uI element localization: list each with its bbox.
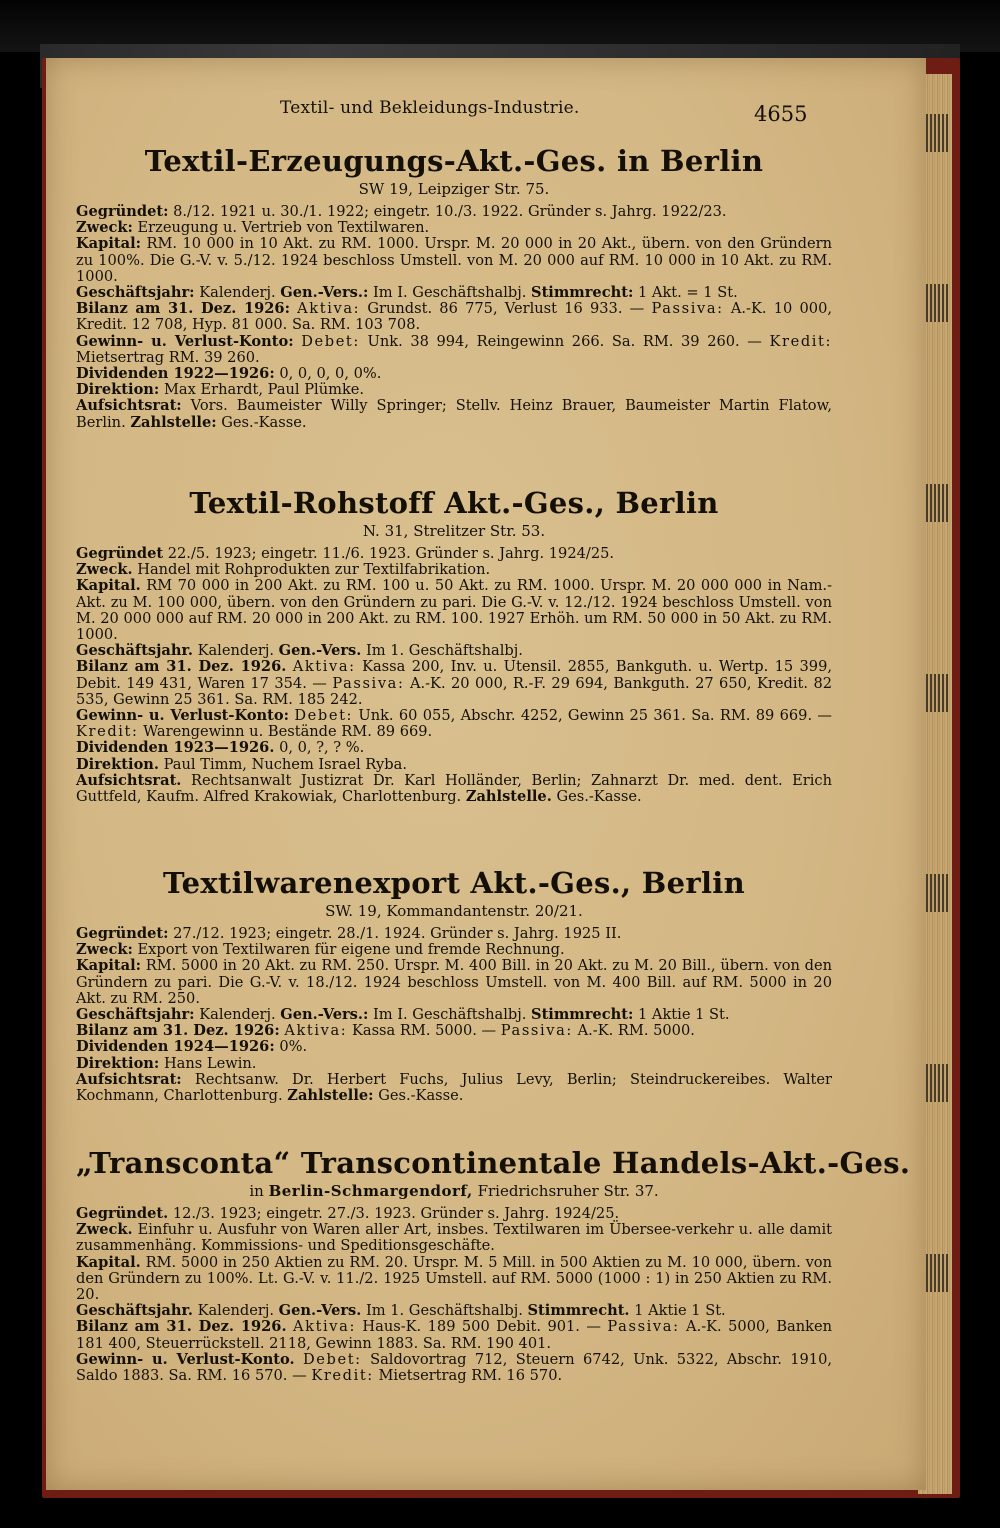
entry-gegruendet: Gegründet 22./5. 1923; eingetr. 11./6. 1923. Gründer s. Jahrg. 1924/25. (76, 545, 615, 562)
entry-direktion: Direktion: Max Erhardt, Paul Plümke. (76, 381, 365, 399)
entry-kapital: Kapital. RM. 5000 in 250 Aktien zu RM. 20. Urspr. M. 5 Mill. in 500 Aktien zu M. 10 000, übern. von den Gründern zu 100%. Lt. G.-V. v. 11./2. 1925 Umstell. auf RM. 5000 (1000 : 1) in 250 Aktien zu RM. 20. (76, 1253, 832, 1304)
entry-gewinn-verlust: Gewinn- u. Verlust-Konto: Debet: Unk. 60 055, Abschr. 4252, Gewinn 25 361. Sa. RM. 89 669. — Kredit: Warengewinn u. Bestände RM. 89 669. (76, 707, 833, 741)
entry-direktion: Direktion: Hans Lewin. (76, 1054, 257, 1072)
entry-aufsichtsrat: Aufsichtsrat: Rechtsanw. Dr. Herbert Fuchs, Julius Levy, Berlin; Steindruckereibes. Walter Kochmann, Charlottenburg. Zahlstelle: Ges.-Kasse. (76, 1070, 833, 1105)
company-title: Textil-Rohstoff Akt.-Ges., Berlin (189, 486, 719, 520)
entry-direktion: Direktion. Paul Timm, Nuchem Israel Ryba. (76, 755, 407, 773)
entry-bilanz: Bilanz am 31. Dez. 1926: Aktiva: Kassa RM. 5000. — Passiva: A.-K. RM. 5000. (76, 1022, 695, 1040)
entry-bilanz: Bilanz am 31. Dez. 1926. Aktiva: Kassa 200, Inv. u. Utensil. 2855, Bankguth. u. Wertp. 15 399, Debit. 149 431, Waren 17 354. — Passiva: A.-K. 20 000, R.-F. 29 694, Bankguth. 27 650, Kredit. 82 535, Gewinn 25 361. Sa. RM. 185 242. (76, 658, 833, 708)
running-header (46, 98, 926, 128)
entry-geschaeftsjahr: Geschäftsjahr. Kalenderj. Gen.-Vers. Im 1. Geschäftshalbj. Stimmrecht. 1 Aktie 1 St. (76, 1302, 726, 1320)
company-address: SW. 19, Kommandantenstr. 20/21. (325, 902, 583, 920)
entry-gegruendet: Gegründet. 12./3. 1923; eingetr. 27./3. 1923. Gründer s. Jahrg. 1924/25. (76, 1205, 620, 1222)
entry-zweck: Zweck: Erzeugung u. Vertrieb von Textilwaren. (76, 219, 430, 237)
entry-zweck: Zweck. Einfuhr u. Ausfuhr von Waren aller Art, insbes. Textilwaren im Übersee-verkehr u. alle damit zusammenhäng. Kommissions- und Speditionsgeschäfte. (76, 1221, 832, 1255)
entry-zweck: Zweck: Export von Textilwaren für eigene und fremde Rechnung. (76, 941, 565, 959)
entry-kapital: Kapital. RM 70 000 in 200 Akt. zu RM. 100 u. 50 Akt. zu RM. 1000. Urspr. M. 20 000 000 in Nam.-Akt. zu M. 100 000, übern. von den Gründern zu pari. Die G.-V. v. 12./12. 1924 beschloss Umstell. von M. 20 000 000 auf RM. 20 000 in 200 Akt. zu RM. 100. 1927 Erhöh. um RM. 50 000 in 50 Akt. zu RM. 1000. (76, 577, 833, 644)
entry-zweck: Zweck. Handel mit Rohprodukten zur Textilfabrikation. (76, 561, 491, 579)
company-address: N. 31, Strelitzer Str. 53. (362, 522, 546, 540)
company-entry-textilwarenexport (76, 866, 832, 1104)
entry-geschaeftsjahr: Geschäftsjahr. Kalenderj. Gen.-Vers. Im 1. Geschäftshalbj. (76, 642, 523, 660)
company-address: in Berlin-Schmargendorf, Friedrichsruher Str. 37. (249, 1182, 659, 1200)
entry-dividenden: Dividenden 1923—1926. 0, 0, ?, ? %. (76, 739, 365, 757)
entry-gewinn-verlust: Gewinn- u. Verlust-Konto. Debet: Saldovortrag 712, Steuern 6742, Unk. 5322, Abschr. 1910, Saldo 1883. Sa. RM. 16 570. — Kredit: Mietsertrag RM. 16 570. (76, 1350, 833, 1385)
entry-geschaeftsjahr: Geschäftsjahr: Kalenderj. Gen.-Vers.: Im I. Geschäftshalbj. Stimmrecht: 1 Aktie 1 St. (76, 1006, 730, 1024)
company-address-place: Berlin-Schmargendorf, (268, 1182, 473, 1200)
company-entry-transconta (76, 1146, 911, 1385)
entry-kapital: Kapital: RM. 5000 in 20 Akt. zu RM. 250. Urspr. M. 400 Bill. in 20 Akt. zu M. 20 Bill., übern. von den Gründern zu pari. Die G.-V. v. 18./12. 1924 beschloss Umstell. von M. 400 Bill. auf RM. 5000 in 20 Akt. zu RM. 250. (76, 957, 833, 1007)
company-entry-textil-rohstoff (76, 486, 832, 805)
company-entry-textil-erzeugungs (76, 144, 832, 431)
entry-bilanz: Bilanz am 31. Dez. 1926. Aktiva: Haus-K. 189 500 Debit. 901. — Passiva: A.-K. 5000, Banken 181 400, Steuerrückstell. 2118, Gewinn 1883. Sa. RM. 190 401. (76, 1318, 833, 1352)
entry-dividenden: Dividenden 1924—1926: 0%. (76, 1038, 308, 1056)
company-title: „Transconta“ Transcontinentale Handels-Akt.-Ges. (76, 1146, 911, 1180)
entry-gegruendet: Gegründet: 27./12. 1923; eingetr. 28./1. 1924. Gründer s. Jahrg. 1925 II. (76, 925, 622, 942)
running-header-title: Textil- und Bekleidungs-Industrie. (280, 98, 580, 118)
page-number: 4655 (754, 102, 808, 126)
company-title: Textil-Erzeugungs-Akt.-Ges. in Berlin (144, 144, 764, 178)
entry-geschaeftsjahr: Geschäftsjahr: Kalenderj. Gen.-Vers.: Im I. Geschäftshalbj. Stimmrecht: 1 Akt. = 1 St. (76, 284, 738, 302)
company-address: SW 19, Leipziger Str. 75. (358, 180, 550, 198)
entry-gewinn-verlust: Gewinn- u. Verlust-Konto: Debet: Unk. 38 994, Reingewinn 266. Sa. RM. 39 260. — Kredit: Mietsertrag RM. 39 260. (76, 332, 833, 366)
document-page (46, 58, 926, 1490)
entry-bilanz: Bilanz am 31. Dez. 1926: Aktiva: Grundst. 86 775, Verlust 16 933. — Passiva: A.-K. 10 000, Kredit. 12 708, Hyp. 81 000. Sa. RM. 103 708. (76, 300, 832, 334)
company-title: Textilwarenexport Akt.-Ges., Berlin (163, 866, 745, 900)
entry-aufsichtsrat: Aufsichtsrat. Rechtsanwalt Justizrat Dr. Karl Holländer, Berlin; Zahnarzt Dr. med. dent. Erich Guttfeld, Kaufm. Alfred Krakowiak, Charlottenburg. Zahlstelle. Ges.-Kasse. (76, 771, 833, 806)
entry-gegruendet: Gegründet: 8./12. 1921 u. 30./1. 1922; eingetr. 10./3. 1922. Gründer s. Jahrg. 1922/23. (76, 203, 727, 220)
entry-kapital: Kapital: RM. 10 000 in 10 Akt. zu RM. 1000. Urspr. M. 20 000 in 20 Akt., übern. von den Gründern zu 100%. Die G.-V. v. 5./12. 1924 beschloss Umstell. von M. 20 000 auf RM. 10 000 in 10 Akt. zu RM. 1000. (76, 235, 832, 285)
entry-dividenden: Dividenden 1922—1926: 0, 0, 0, 0, 0%. (76, 365, 382, 383)
entry-aufsichtsrat: Aufsichtsrat: Vors. Baumeister Willy Springer; Stellv. Heinz Brauer, Baumeister Martin Flatow, Berlin. Zahlstelle: Ges.-Kasse. (76, 397, 832, 431)
